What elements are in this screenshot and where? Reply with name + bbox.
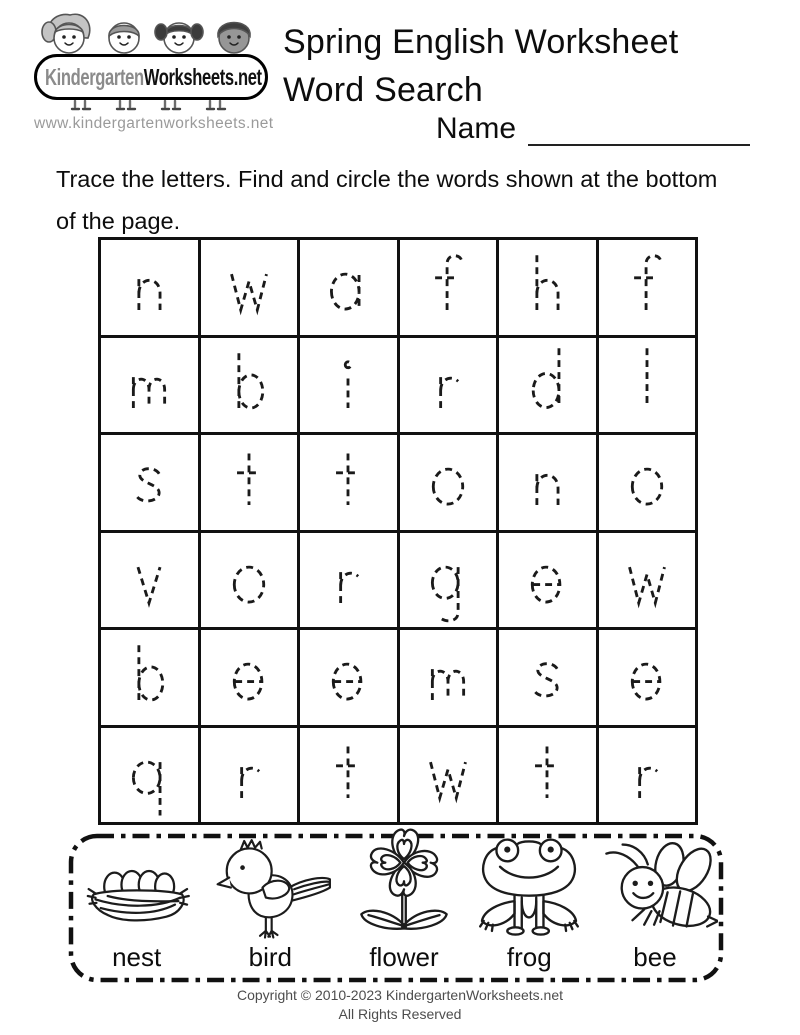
grid-cell-r6c4-letter-w[interactable] xyxy=(400,728,497,823)
grid-cell-r2c2-letter-b[interactable] xyxy=(201,338,298,433)
name-label: Name xyxy=(436,112,517,145)
trace-letter-w-icon xyxy=(220,241,278,333)
trace-letter-t-icon xyxy=(518,729,576,821)
flower-icon xyxy=(352,834,456,940)
word-bank xyxy=(68,833,724,983)
trace-letter-q-icon xyxy=(120,729,178,821)
word-bank-label: bee xyxy=(633,942,677,972)
logo-text-kindergarten: Kindergarten xyxy=(45,63,144,90)
grid-cell-r4c1-letter-v[interactable] xyxy=(101,533,198,628)
grid-cell-r3c2-letter-t[interactable] xyxy=(201,435,298,530)
name-row xyxy=(436,112,750,146)
grid-cell-r4c5-letter-e[interactable] xyxy=(499,533,596,628)
word-bank-label: flower xyxy=(369,942,439,972)
grid-cell-r6c2-letter-r[interactable] xyxy=(201,728,298,823)
trace-letter-d-icon xyxy=(518,339,576,431)
trace-letter-r-icon xyxy=(319,534,377,626)
grid-cell-r2c1-letter-m[interactable] xyxy=(101,338,198,433)
trace-letter-r-icon xyxy=(220,729,278,821)
grid-cell-r5c6-letter-e[interactable] xyxy=(599,630,696,725)
grid-cell-r1c6-letter-f[interactable] xyxy=(599,240,696,335)
trace-letter-e-icon xyxy=(518,534,576,626)
grid-cell-r3c3-letter-t[interactable] xyxy=(300,435,397,530)
footer xyxy=(0,986,800,1024)
word-bank-item-bird xyxy=(199,837,341,979)
trace-letter-h-icon xyxy=(518,241,576,333)
grid-cell-r6c5-letter-t[interactable] xyxy=(499,728,596,823)
instructions-line-1: Trace the letters. Find and circle the words shown at the bottom xyxy=(56,166,718,192)
kids-illustration-icon xyxy=(40,10,264,60)
word-bank-label: bird xyxy=(248,942,292,972)
bird-icon xyxy=(199,836,341,940)
trace-letter-l-icon xyxy=(618,339,676,431)
trace-letter-s-icon xyxy=(518,631,576,723)
grid-cell-r5c2-letter-e[interactable] xyxy=(201,630,298,725)
word-bank-label: nest xyxy=(112,942,162,972)
trace-letter-b-icon xyxy=(120,631,178,723)
grid-cell-r4c4-letter-g[interactable] xyxy=(400,533,497,628)
grid-cell-r1c1-letter-n[interactable] xyxy=(101,240,198,335)
word-bank-label: frog xyxy=(506,942,552,972)
nest-icon xyxy=(79,837,195,940)
footer-copyright: Copyright © 2010-2023 KindergartenWorksheets.net xyxy=(236,987,564,1003)
trace-letter-i-icon xyxy=(319,339,377,431)
word-bank-item-bee xyxy=(592,837,718,979)
word-bank-item-flower xyxy=(341,837,466,979)
trace-letter-f-icon xyxy=(618,241,676,333)
bee-icon xyxy=(592,837,718,940)
grid-cell-r1c2-letter-w[interactable] xyxy=(201,240,298,335)
grid-cell-r4c2-letter-o[interactable] xyxy=(201,533,298,628)
trace-letter-e-icon xyxy=(319,631,377,723)
trace-letter-f-icon xyxy=(419,241,477,333)
grid-cell-r4c3-letter-r[interactable] xyxy=(300,533,397,628)
word-search-grid xyxy=(98,237,698,825)
grid-cell-r3c4-letter-o[interactable] xyxy=(400,435,497,530)
grid-cell-r2c6-letter-l[interactable] xyxy=(599,338,696,433)
trace-letter-t-icon xyxy=(319,436,377,528)
grid-cell-r2c3-letter-i[interactable] xyxy=(300,338,397,433)
trace-letter-a-icon xyxy=(319,241,377,333)
grid-cell-r3c6-letter-o[interactable] xyxy=(599,435,696,530)
trace-letter-w-icon xyxy=(419,729,477,821)
trace-letter-t-icon xyxy=(220,436,278,528)
trace-letter-g-icon xyxy=(419,534,477,626)
instructions xyxy=(56,158,717,242)
trace-letter-b-icon xyxy=(220,339,278,431)
trace-letter-w-icon xyxy=(618,534,676,626)
trace-letter-o-icon xyxy=(618,436,676,528)
page-title xyxy=(283,18,678,114)
grid-cell-r6c6-letter-r[interactable] xyxy=(599,728,696,823)
footer-rights: All Rights Reserved xyxy=(338,1006,462,1022)
grid-cell-r5c1-letter-b[interactable] xyxy=(101,630,198,725)
grid-cell-r4c6-letter-w[interactable] xyxy=(599,533,696,628)
grid-cell-r1c4-letter-f[interactable] xyxy=(400,240,497,335)
grid-cell-r6c3-letter-t[interactable] xyxy=(300,728,397,823)
trace-letter-n-icon xyxy=(518,436,576,528)
grid-cell-r3c5-letter-n[interactable] xyxy=(499,435,596,530)
trace-letter-o-icon xyxy=(220,534,278,626)
kids-feet-icon xyxy=(57,100,247,112)
grid-cell-r2c5-letter-d[interactable] xyxy=(499,338,596,433)
title-line-1: Spring English Worksheet xyxy=(283,23,679,61)
trace-letter-r-icon xyxy=(419,339,477,431)
trace-letter-t-icon xyxy=(319,729,377,821)
trace-letter-m-icon xyxy=(419,631,477,723)
word-bank-item-nest xyxy=(74,837,199,979)
trace-letter-o-icon xyxy=(419,436,477,528)
trace-letter-m-icon xyxy=(120,339,178,431)
logo-url: www.kindergartenworksheets.net xyxy=(34,115,274,132)
grid-cell-r3c1-letter-s[interactable] xyxy=(101,435,198,530)
trace-letter-r-icon xyxy=(618,729,676,821)
logo-text-worksheets: Worksheets.net xyxy=(143,63,262,90)
word-bank-item-frog xyxy=(467,837,592,979)
trace-letter-v-icon xyxy=(120,534,178,626)
grid-cell-r1c5-letter-h[interactable] xyxy=(499,240,596,335)
trace-letter-e-icon xyxy=(220,631,278,723)
grid-cell-r5c4-letter-m[interactable] xyxy=(400,630,497,725)
title-line-2: Word Search xyxy=(283,71,483,109)
grid-cell-r2c4-letter-r[interactable] xyxy=(400,338,497,433)
name-input-line[interactable] xyxy=(528,114,750,146)
trace-letter-s-icon xyxy=(120,436,178,528)
logo-banner xyxy=(34,54,268,100)
trace-letter-e-icon xyxy=(618,631,676,723)
grid-cell-r1c3-letter-a[interactable] xyxy=(300,240,397,335)
frog-icon xyxy=(473,836,585,940)
trace-letter-n-icon xyxy=(120,241,178,333)
grid-cell-r5c3-letter-e[interactable] xyxy=(300,630,397,725)
grid-cell-r6c1-letter-q[interactable] xyxy=(101,728,198,823)
instructions-line-2: of the page. xyxy=(56,208,181,234)
site-logo xyxy=(34,10,274,133)
grid-cell-r5c5-letter-s[interactable] xyxy=(499,630,596,725)
